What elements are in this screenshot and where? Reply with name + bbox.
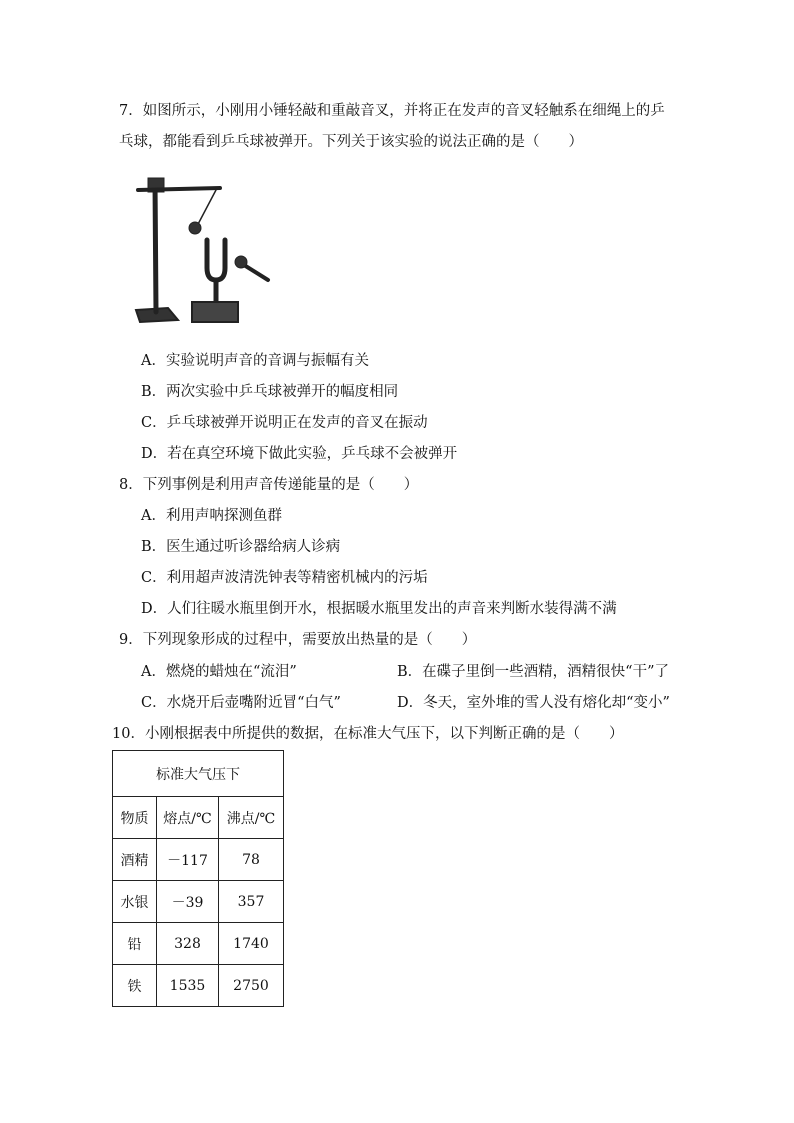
cell-boiling: 2750 — [219, 965, 284, 1007]
melting-boiling-table — [112, 750, 284, 1007]
q8-option-b: B．医生通过听诊器给病人诊病 — [141, 539, 341, 555]
cell-melting: 328 — [157, 923, 219, 965]
cell-substance: 酒精 — [113, 839, 157, 881]
q7-option-b: B．两次实验中乒乓球被弹开的幅度相同 — [141, 384, 399, 400]
cell-melting: 1535 — [157, 965, 219, 1007]
table-row — [113, 965, 284, 1007]
q9-option-b: B．在碟子里倒一些酒精，酒精很快“干”了 — [397, 664, 669, 680]
q8-option-d: D．人们往暖水瓶里倒开水，根据暖水瓶里发出的声音来判断水装得满不满 — [141, 601, 617, 617]
cell-melting: －117 — [157, 839, 219, 881]
q8-option-c: C．利用超声波清洗钟表等精密机械内的污垢 — [141, 570, 428, 586]
q9-option-c: C．水烧开后壶嘴附近冒“白气” — [141, 695, 341, 711]
q7-stem-line2: 乓球，都能看到乒乓球被弹开。下列关于该实验的说法正确的是（ ） — [119, 134, 583, 150]
cell-boiling: 1740 — [219, 923, 284, 965]
q7-stem-line1: 7．如图所示，小刚用小锤轻敲和重敲音叉，并将正在发声的音叉轻触系在细绳上的乒 — [119, 103, 665, 119]
cell-melting: －39 — [157, 881, 219, 923]
table-header-row — [113, 797, 284, 839]
cell-boiling: 357 — [219, 881, 284, 923]
table-row — [113, 923, 284, 965]
q9-stem: 9．下列现象形成的过程中，需要放出热量的是（ ） — [119, 632, 477, 648]
header-boiling-point: 沸点/℃ — [219, 797, 284, 839]
q7-option-d: D．若在真空环境下做此实验，乒乓球不会被弹开 — [141, 446, 458, 462]
cell-boiling: 78 — [219, 839, 284, 881]
table-row — [113, 881, 284, 923]
q9-option-a: A．燃烧的蜡烛在“流泪” — [141, 664, 297, 680]
table-row — [113, 839, 284, 881]
q7-option-a: A．实验说明声音的音调与振幅有关 — [141, 353, 369, 369]
table-title: 标准大气压下 — [113, 751, 284, 797]
tuning-fork-figure — [128, 170, 278, 335]
q8-option-a: A．利用声呐探测鱼群 — [141, 508, 282, 524]
header-melting-point: 熔点/℃ — [157, 797, 219, 839]
q9-option-d: D．冬天，室外堆的雪人没有熔化却“变小” — [397, 695, 670, 711]
header-substance: 物质 — [113, 797, 157, 839]
cell-substance: 铅 — [113, 923, 157, 965]
cell-substance: 水银 — [113, 881, 157, 923]
cell-substance: 铁 — [113, 965, 157, 1007]
q7-option-c: C．乒乓球被弹开说明正在发声的音叉在振动 — [141, 415, 428, 431]
q10-stem: 10．小刚根据表中所提供的数据，在标准大气压下，以下判断正确的是（ ） — [112, 726, 624, 742]
q8-stem: 8．下列事例是利用声音传递能量的是（ ） — [119, 477, 419, 493]
